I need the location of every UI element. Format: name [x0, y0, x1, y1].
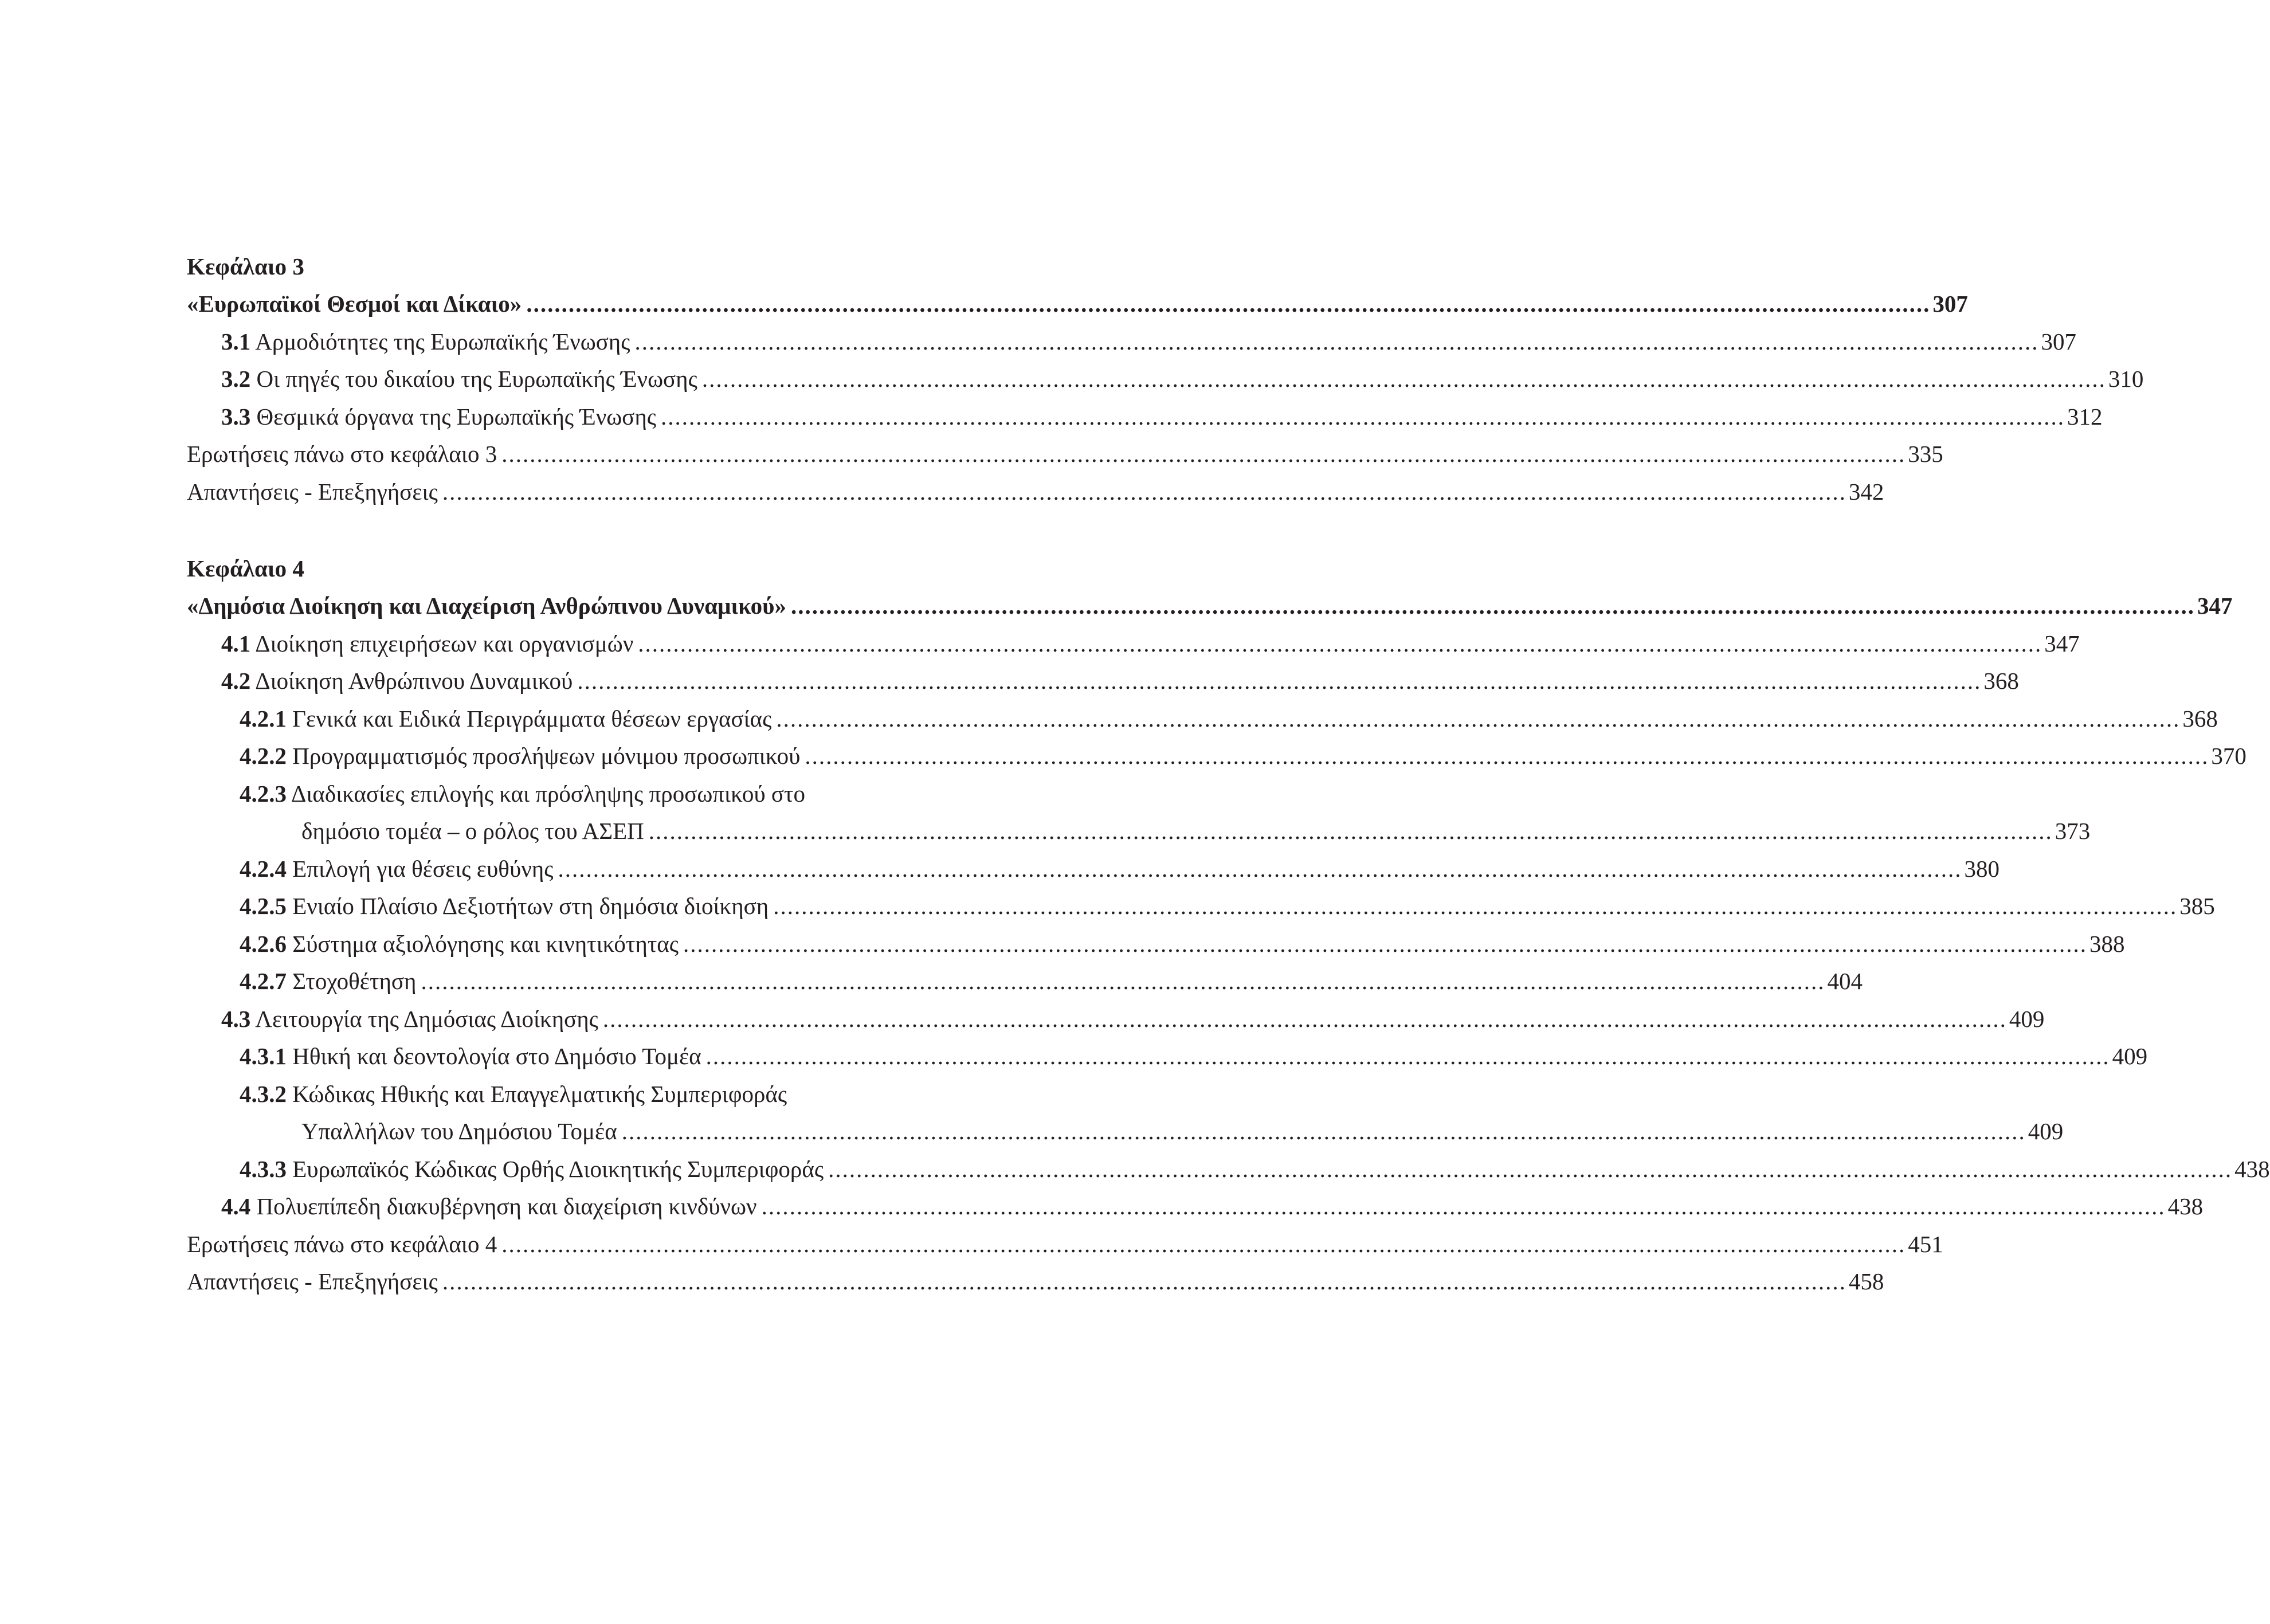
dot-leader: ........................................................................................................................................................................................................	[638, 630, 2042, 657]
section-gap	[187, 511, 987, 550]
section-title: Στοχοθέτηση	[292, 968, 417, 994]
section-title: Διοίκηση επιχειρήσεων και οργανισμών	[255, 630, 634, 657]
toc-entry-3-1[interactable]	[187, 323, 2076, 361]
page-number: 458	[1848, 1268, 1884, 1295]
section-title: Λειτουργία της Δημόσιας Διοίκησης	[255, 1005, 598, 1032]
page-number: 347	[2044, 630, 2080, 657]
page-number: 409	[2112, 1043, 2148, 1069]
toc-entry-4-4[interactable]	[187, 1188, 2204, 1226]
dot-leader: ........................................................................................................................................................................................................	[805, 743, 2209, 769]
section-number: 4.2.4	[240, 855, 287, 882]
page-number: 385	[2179, 893, 2215, 919]
entry-label: Ερωτήσεις πάνω στο κεφάλαιο 3	[187, 441, 497, 467]
dot-leader: ........................................................................................................................................................................................................	[558, 855, 1962, 882]
section-number: 4.3	[221, 1005, 251, 1032]
toc-entry-4-2-5[interactable]	[187, 888, 2215, 925]
section-title-continuation: δημόσιο τομέα – ο ρόλος του ΑΣΕΠ	[301, 818, 644, 844]
toc-entry-4-1[interactable]	[187, 625, 2080, 663]
section-number: 4.3.3	[240, 1155, 287, 1182]
toc-entry-4-3-2-continuation[interactable]	[187, 1113, 2064, 1151]
dot-leader: ........................................................................................................................................................................................................	[701, 366, 2106, 392]
toc-entry-4-2-3[interactable]	[187, 775, 987, 813]
page-number: 373	[2055, 818, 2091, 844]
entry-label: Απαντήσεις - Επεξηγήσεις	[187, 478, 438, 505]
toc-entry-4-2-2[interactable]	[187, 738, 2247, 775]
dot-leader: ........................................................................................................................................................................................................	[648, 818, 2053, 844]
section-title: Διαδικασίες επιλογής και πρόσληψης προσωπικού στο	[291, 780, 805, 807]
toc-entry-4-2-6[interactable]	[187, 925, 2125, 963]
dot-leader: ........................................................................................................................................................................................................	[421, 968, 1825, 994]
toc-entry-answers-3[interactable]	[187, 473, 1884, 511]
section-title: Ευρωπαϊκός Κώδικας Ορθής Διοικητικής Συμπεριφοράς	[292, 1155, 824, 1182]
section-number: 4.3.2	[240, 1080, 287, 1107]
section-title: Κώδικας Ηθικής και Επαγγελματικής Συμπεριφοράς	[292, 1080, 787, 1107]
chapter-4-heading: Κεφάλαιο 4	[187, 555, 304, 582]
page-number: 388	[2089, 930, 2125, 957]
page-number: 368	[1983, 668, 2019, 694]
dot-leader: ........................................................................................................................................................................................................	[602, 1005, 2007, 1032]
section-title: Θεσμικά όργανα της Ευρωπαϊκής Ένωσης	[256, 403, 657, 430]
entry-label: «Δημόσια Διοίκηση και Διαχείριση Ανθρώπινου Δυναμικού»	[187, 593, 786, 619]
section-title: Προγραμματισμός προσλήψεων μόνιμου προσωπικού	[292, 743, 801, 769]
page-number: 409	[2009, 1005, 2045, 1032]
dot-leader: ........................................................................................................................................................................................................	[790, 593, 2195, 619]
section-number: 4.2.3	[240, 780, 287, 807]
toc-entry-4-2-1[interactable]	[187, 700, 2218, 738]
section-number: 4.2.1	[240, 705, 287, 732]
dot-leader: ........................................................................................................................................................................................................	[761, 1193, 2166, 1219]
toc-entry-questions-3[interactable]	[187, 436, 1943, 473]
toc-entry-4-3-1[interactable]	[187, 1038, 2148, 1076]
section-title: Ηθική και δεοντολογία στο Δημόσιο Τομέα	[292, 1043, 701, 1069]
section-number: 4.2	[221, 668, 251, 694]
toc-entry-questions-4[interactable]	[187, 1226, 1943, 1264]
dot-leader: ........................................................................................................................................................................................................	[705, 1043, 2110, 1069]
page-number: 307	[2041, 328, 2076, 355]
page-number: 438	[2234, 1155, 2270, 1182]
dot-leader: ........................................................................................................................................................................................................	[621, 1118, 2026, 1144]
section-number: 4.2.6	[240, 930, 287, 957]
page-number: 335	[1908, 441, 1943, 467]
dot-leader: ........................................................................................................................................................................................................	[501, 1230, 1906, 1257]
page-number: 307	[1932, 291, 1968, 317]
section-number: 4.2.7	[240, 968, 287, 994]
chapter-4-title-entry[interactable]	[187, 587, 2233, 625]
toc-entry-answers-4[interactable]	[187, 1263, 1884, 1301]
dot-leader: ........................................................................................................................................................................................................	[501, 441, 1906, 467]
dot-leader: ........................................................................................................................................................................................................	[683, 930, 2088, 957]
page-number: 438	[2167, 1193, 2204, 1219]
section-title: Ενιαίο Πλαίσιο Δεξιοτήτων στη δημόσια διοίκηση	[292, 893, 769, 919]
dot-leader: ........................................................................................................................................................................................................	[776, 705, 2181, 732]
page-number: 342	[1848, 478, 1884, 505]
dot-leader: ........................................................................................................................................................................................................	[634, 328, 2039, 355]
page-number: 310	[2108, 366, 2144, 392]
dot-leader: ........................................................................................................................................................................................................	[773, 893, 2178, 919]
chapter-3-title-entry[interactable]	[187, 285, 1968, 323]
section-title: Οι πηγές του δικαίου της Ευρωπαϊκής Ένωσης	[256, 366, 697, 392]
toc-entry-3-3[interactable]	[187, 398, 2103, 436]
dot-leader: ........................................................................................................................................................................................................	[526, 291, 1931, 317]
dot-leader: ........................................................................................................................................................................................................	[442, 478, 1846, 505]
section-title: Επιλογή για θέσεις ευθύνης	[292, 855, 554, 882]
page-number: 380	[1964, 855, 2000, 882]
page-number: 370	[2211, 743, 2247, 769]
toc-entry-4-3[interactable]	[187, 1001, 2045, 1038]
section-number: 4.4	[221, 1193, 251, 1219]
section-title: Σύστημα αξιολόγησης και κινητικότητας	[292, 930, 679, 957]
page-number: 368	[2182, 705, 2218, 732]
dot-leader: ........................................................................................................................................................................................................	[442, 1268, 1846, 1295]
section-title-continuation: Υπαλλήλων του Δημόσιου Τομέα	[301, 1118, 617, 1144]
page-number: 347	[2197, 593, 2233, 619]
page-number: 404	[1827, 968, 1863, 994]
section-number: 3.2	[221, 366, 251, 392]
page-number: 312	[2067, 403, 2103, 430]
table-of-contents	[187, 248, 2270, 1301]
toc-entry-4-2[interactable]	[187, 662, 2019, 700]
toc-entry-4-2-4[interactable]	[187, 850, 2000, 888]
dot-leader: ........................................................................................................................................................................................................	[661, 403, 2065, 430]
page-number: 409	[2028, 1118, 2064, 1144]
toc-entry-4-3-3[interactable]	[187, 1151, 2270, 1188]
section-number: 3.3	[221, 403, 251, 430]
section-number: 4.2.5	[240, 893, 287, 919]
toc-entry-4-2-3-continuation[interactable]	[187, 813, 2091, 850]
entry-label: Απαντήσεις - Επεξηγήσεις	[187, 1268, 438, 1295]
section-number: 4.1	[221, 630, 251, 657]
toc-entry-4-3-2[interactable]	[187, 1076, 987, 1113]
chapter-3-heading: Κεφάλαιο 3	[187, 253, 304, 280]
entry-label: «Ευρωπαϊκοί Θεσμοί και Δίκαιο»	[187, 291, 522, 317]
section-title: Αρμοδιότητες της Ευρωπαϊκής Ένωσης	[255, 328, 630, 355]
toc-entry-3-2[interactable]	[187, 360, 2144, 398]
section-number: 3.1	[221, 328, 251, 355]
section-title: Πολυεπίπεδη διακυβέρνηση και διαχείριση κινδύνων	[256, 1193, 757, 1219]
dot-leader: ........................................................................................................................................................................................................	[828, 1155, 2233, 1182]
section-title: Διοίκηση Ανθρώπινου Δυναμικού	[255, 668, 573, 694]
section-number: 4.3.1	[240, 1043, 287, 1069]
entry-label: Ερωτήσεις πάνω στο κεφάλαιο 4	[187, 1230, 497, 1257]
toc-entry-4-2-7[interactable]	[187, 963, 1863, 1001]
dot-leader: ........................................................................................................................................................................................................	[577, 668, 1982, 694]
page-number: 451	[1908, 1230, 1943, 1257]
section-number: 4.2.2	[240, 743, 287, 769]
section-title: Γενικά και Ειδικά Περιγράμματα θέσεων εργασίας	[292, 705, 772, 732]
